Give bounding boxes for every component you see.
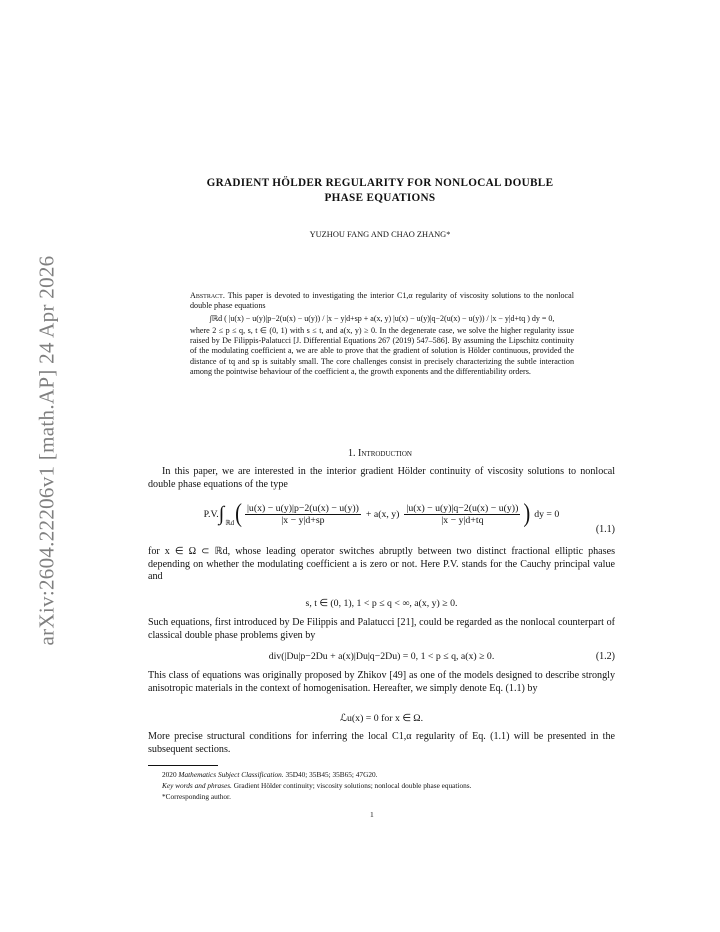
msc-year: 2020 <box>162 770 177 779</box>
coefficient-term: + a(x, y) <box>365 508 400 520</box>
left-paren: ( <box>235 499 242 528</box>
abstract-intro-text: This paper is devoted to investigating the interior C1,α regularity of viscosity solutions to the nonlocal double phase equations <box>190 291 574 311</box>
equation-parameters: s, t ∈ (0, 1), 1 < p ≤ q < ∞, a(x, y) ≥ 0. <box>305 598 458 609</box>
fraction-p-denominator: |x − y|d+sp <box>281 514 325 526</box>
equation-1-2-text: div(|Du|p−2Du + a(x)|Du|q−2Du) = 0, 1 < p ≤ q, a(x) ≥ 0. <box>268 651 495 662</box>
equation-1-2 <box>148 651 615 662</box>
right-paren: ) <box>523 499 531 528</box>
footnote-rule <box>148 765 218 766</box>
keywords-label: Key words and phrases. <box>162 781 232 790</box>
paragraph-zhikov: This class of equations was originally proposed by Zhikov [49] as one of the models designed to describe strongly anisotropic materials in the context of homogenisation. Hereafter, we simply denote Eq. (1.1) by <box>148 670 615 694</box>
abstract-equation: ∫ℝd ( |u(x) − u(y)|p−2(u(x) − u(y)) / |x − y|d+sp + a(x, y) |u(x) − u(y)|q−2(u(x) − u(y)) / |x − y|d+tq ) dy = 0, <box>209 313 555 323</box>
pv-label: P.V. <box>203 508 219 520</box>
fraction-p-numerator: |u(x) − u(y)|p−2(u(x) − u(y)) <box>246 502 359 514</box>
abstract-label: Abstract. <box>190 291 225 300</box>
equation-1-1 <box>148 496 615 535</box>
section-heading <box>140 448 620 459</box>
fraction-q-denominator: |x − y|d+tq <box>441 514 484 526</box>
arxiv-identifier: arXiv:2604.22206v1 [math.AP] 24 Apr 2026 <box>34 255 59 646</box>
paper-title <box>140 176 620 206</box>
abstract-intro <box>190 291 574 312</box>
title-line-2: PHASE EQUATIONS <box>324 192 436 204</box>
equation-label-1-2: (1.2) <box>595 651 615 662</box>
authors: YUZHOU FANG AND CHAO ZHANG* <box>309 230 451 239</box>
msc-codes: 35D40; 35B45; 35B65; 47G20. <box>285 770 378 779</box>
fraction-q <box>404 503 520 526</box>
msc-label: Mathematics Subject Classification. <box>178 770 284 779</box>
paragraph-intro: In this paper, we are interested in the interior gradient Hölder continuity of viscosity solutions to nonlocal double phase equations of the type <box>148 466 615 490</box>
section-title: Introduction <box>358 448 412 459</box>
fraction-q-numerator: |u(x) − u(y)|q−2(u(x) − u(y)) <box>406 502 519 514</box>
footnote-keywords <box>162 780 617 791</box>
title-line-1: GRADIENT HÖLDER REGULARITY FOR NONLOCAL DOUBLE <box>206 177 554 189</box>
footnote-corresponding: *Corresponding author. <box>162 792 231 801</box>
integral-sign: ∫ <box>218 503 225 525</box>
fraction-p <box>245 503 361 526</box>
abstract <box>190 291 574 377</box>
page-number: 1 <box>370 810 374 819</box>
paragraph-origin: Such equations, first introduced by De Filippis and Palatucci [21], could be regarded as the nonlocal counterpart of classical double phase problems given by <box>148 617 615 641</box>
abstract-body: where 2 ≤ p ≤ q, s, t ∈ (0, 1) with s ≤ t, and a(x, y) ≥ 0. In the degenerate case, we solve the higher regularity issue raised by De Filippis-Palatucci [J. Differential Equations 267 (2019) 547–586]. By assuming the Lipschitz continuity of the modulating coefficient a, we are able to prove that the gradient of solution is Hölder continuous, provided the distance of tq and sp is suitably small. The core challenges consist in precisely characterizing the subtle interaction among the pointwise behaviour of the coefficient a, the growth exponents and the differentiability orders. <box>190 325 574 377</box>
footnote-msc <box>162 769 617 780</box>
equation-operator: ℒu(x) = 0 for x ∈ Ω. <box>339 713 424 724</box>
equation-tail: dy = 0 <box>534 508 560 520</box>
equation-label-1-1: (1.1) <box>595 524 615 535</box>
paragraph-domain: for x ∈ Ω ⊂ ℝd, whose leading operator switches abruptly between two distinct fractional elliptic phases depending on whether the modulating coefficient a is zero or not. Here P.V. stands for the Cauchy principal value and <box>148 546 615 583</box>
integral-domain: ℝd <box>225 520 235 527</box>
paragraph-conditions: More precise structural conditions for inferring the local C1,α regularity of Eq. (1.1) will be presented in the subsequent sections. <box>148 731 615 755</box>
section-number: 1. <box>348 448 356 459</box>
keywords-text: Gradient Hölder continuity; viscosity solutions; nonlocal double phase equations. <box>233 781 472 790</box>
